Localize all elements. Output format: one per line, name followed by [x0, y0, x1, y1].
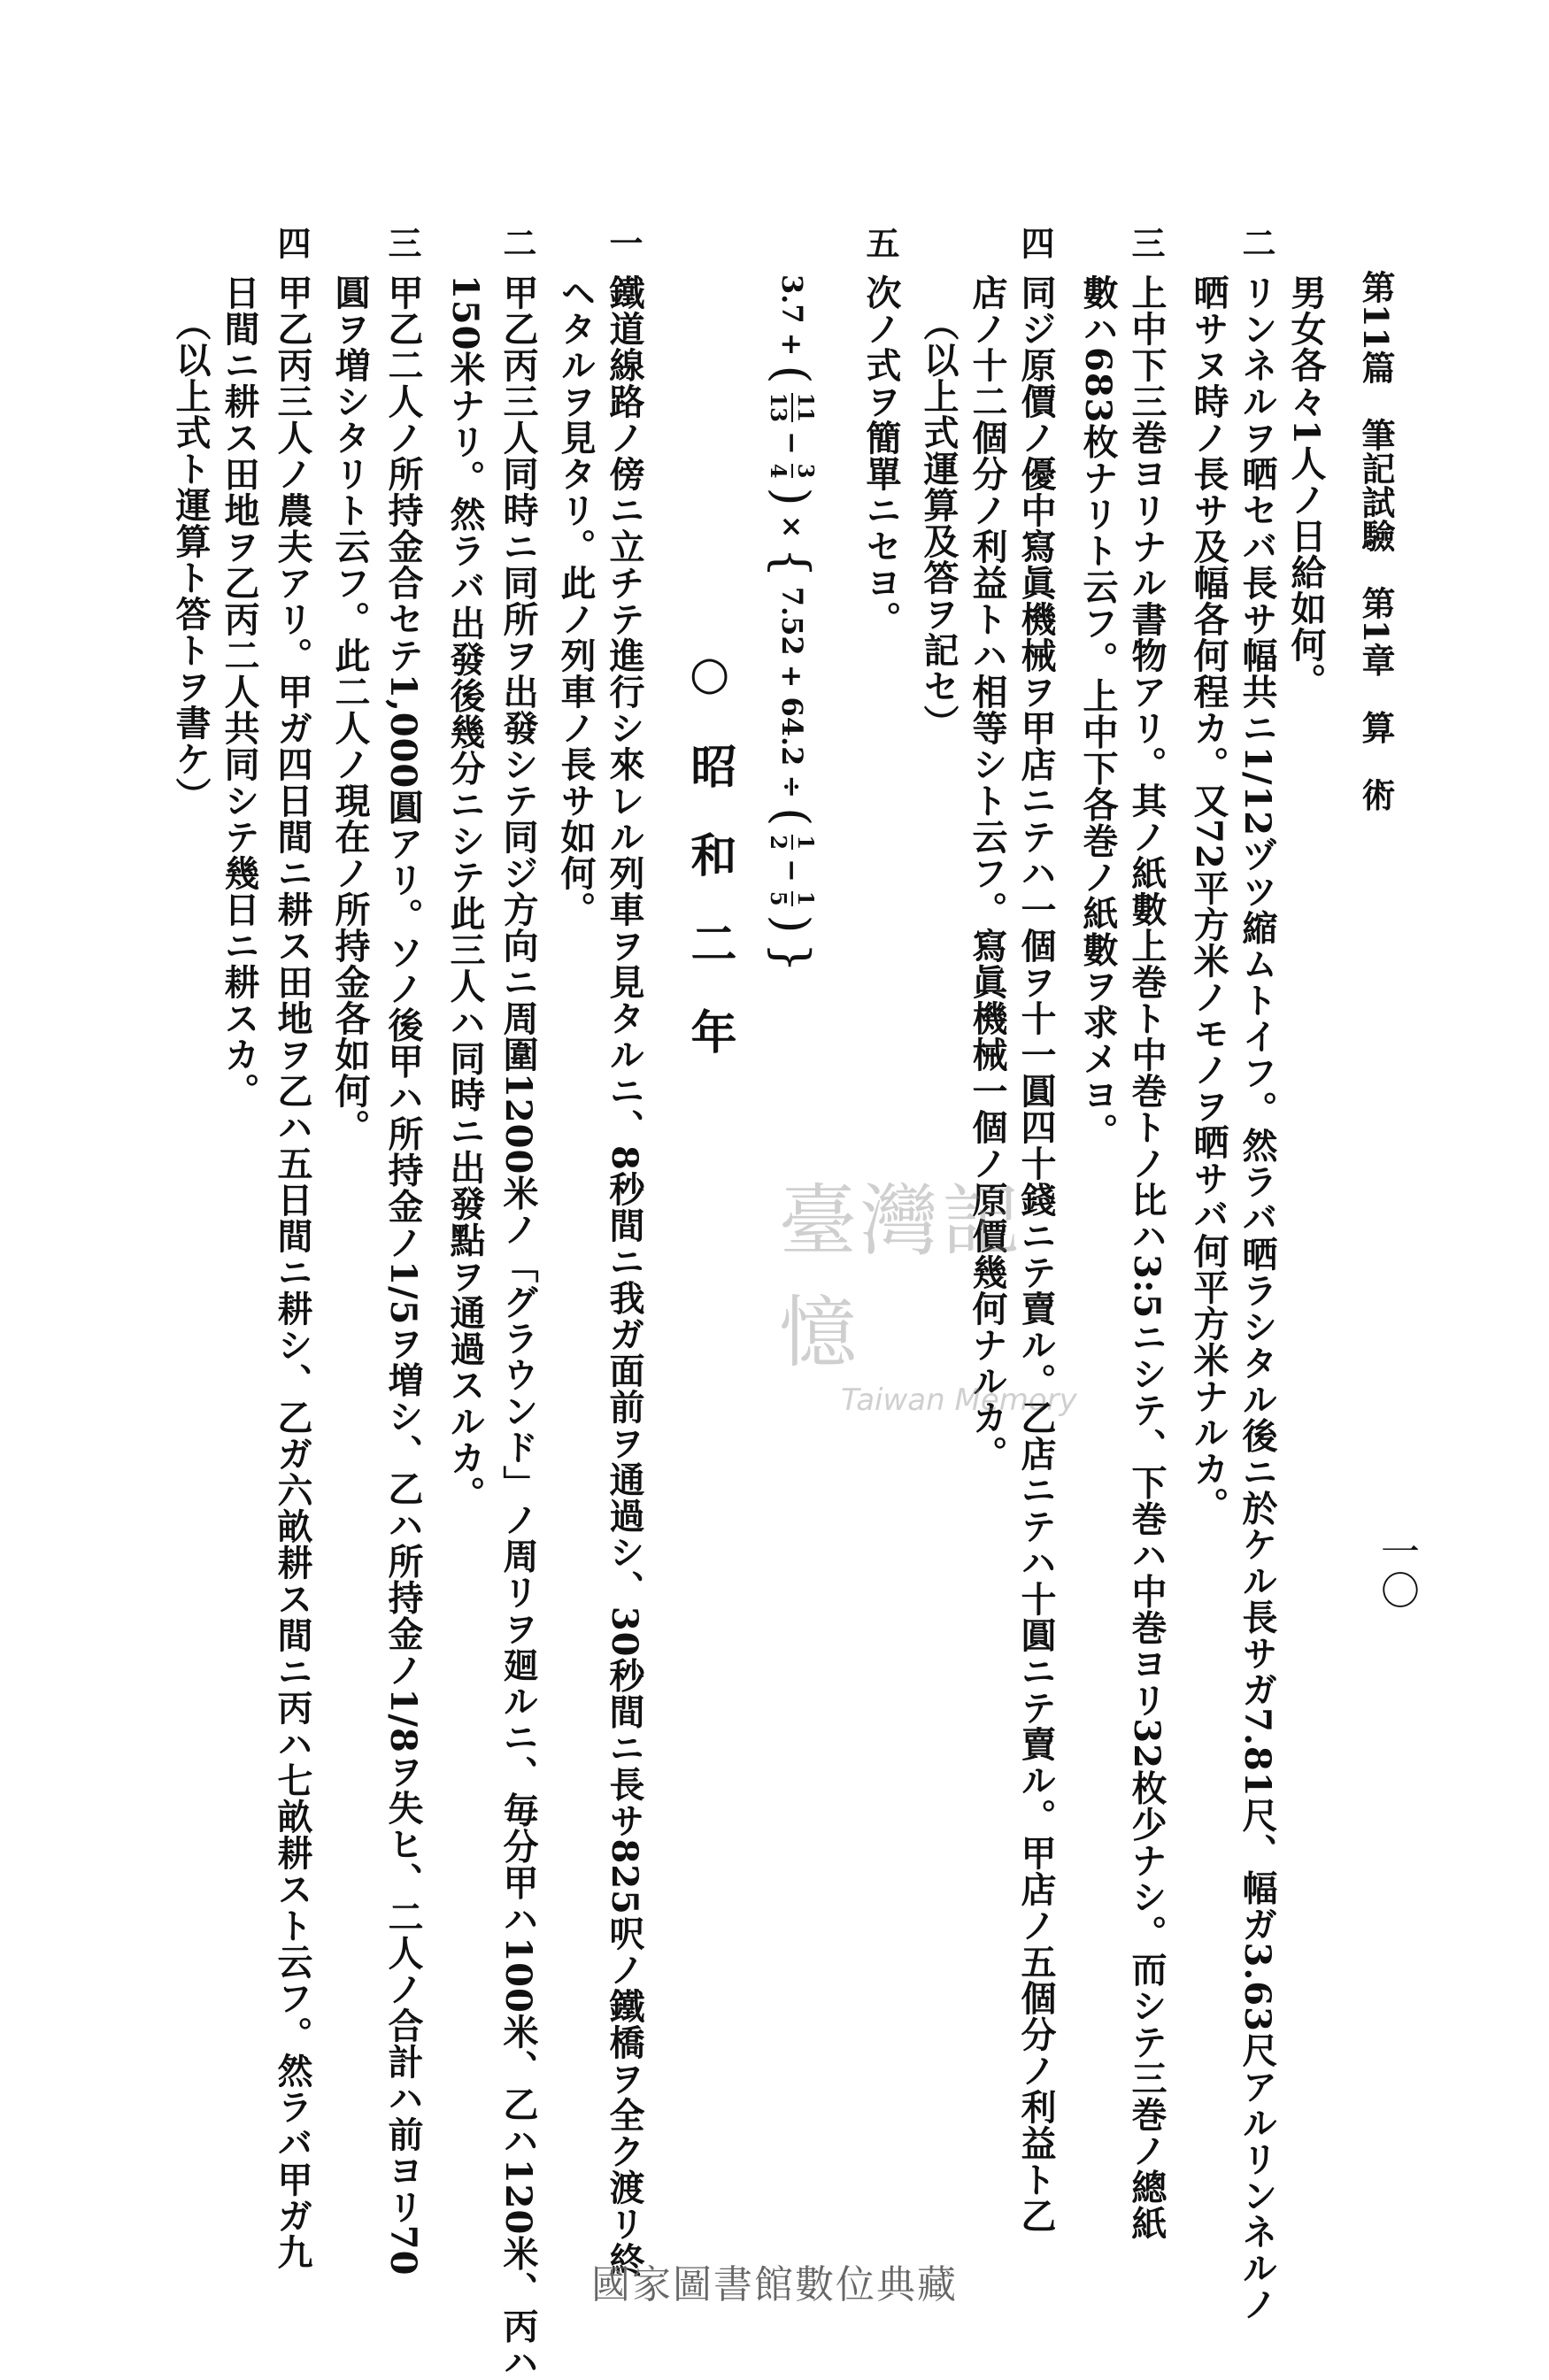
- problem-number: 二: [497, 226, 537, 259]
- problem-line: 日間ニ耕ス田地ヲ乙丙二人共同シテ幾日ニ耕スカ。: [219, 274, 260, 1109]
- problem-note: （以上式運算及答ヲ記セ）: [918, 305, 959, 741]
- problem-number: 五: [860, 226, 900, 259]
- problem-line: 甲乙丙三人ノ農夫アリ。甲ガ四日間ニ耕ス田地ヲ乙ハ五日間ニ耕シ、乙ガ六畝耕ス間ニ丙ハ七畝耕スト云フ。然ラバ甲ガ九: [272, 274, 313, 2270]
- problem-line: 同ジ原價ノ優中寫眞機械ヲ甲店ニテハ一個ヲ十一圓四十錢ニテ賣ル。乙店ニテハ十圓ニテ賣ル。甲店ノ五個分ノ利益ト乙: [1015, 274, 1057, 2234]
- problem-line: 甲乙二人ノ所持金合セテ1,000圓アリ。ソノ後甲ハ所持金ノ1/5ヲ増シ、乙ハ所持金ノ1/8ヲ失ヒ、二人ノ合計ハ前ヨリ70: [382, 274, 424, 2276]
- fraction-3: 1 2: [766, 835, 820, 851]
- term-c: 64.2: [775, 697, 809, 766]
- problem-line: 男女各々1人ノ日給如何。: [1285, 274, 1327, 699]
- problem-line: 鐵道線路ノ傍ニ立チテ進行シ來レル列車ヲ見タルニ、8秒間ニ我ガ面前ヲ通過シ、30秒間ニ長サ825呎ノ鐵橋ヲ全ク渡リ終: [604, 274, 645, 2278]
- math-expression: [761, 274, 823, 1443]
- library-footer: 國家圖書館數位典藏: [591, 2262, 958, 2307]
- divide-sign: ÷: [775, 774, 809, 799]
- problem-line: 上中下三巻ヨリナル書物アリ。其ノ紙數上巻ト中巻トノ比ハ3:5ニシテ、下巻ハ中巻ヨリ32枚少ナシ。而シテ三巻ノ總紙: [1126, 274, 1168, 2242]
- fraction-1: 11 13: [766, 392, 820, 422]
- watermark-logo: 臺灣記憶: [779, 1175, 1024, 1378]
- minus-sign: −: [775, 430, 809, 455]
- problem-note: （以上式ト運算ト答トヲ書ケ）: [170, 305, 212, 813]
- problem-number: 三: [382, 226, 422, 259]
- term-b: 7.52: [775, 586, 809, 656]
- watermark-subtitle: Taiwan Memory: [841, 1383, 1077, 1418]
- section-heading: ○昭和二年: [682, 646, 736, 1097]
- problem-line: 晒サヌ時ノ長サ及幅各何程カ。又72平方米ノモノヲ晒サバ何平方米ナルカ。: [1188, 274, 1229, 1523]
- problem-line: 數ハ683枚ナリト云フ。上中下各巻ノ紙數ヲ求メヨ。: [1077, 274, 1119, 1150]
- problem-line: 甲乙丙三人同時ニ同所ヲ出發シテ同ジ方向ニ周圍1200米ノ「グラウンド」ノ周リヲ廻ルニ、毎分甲ハ100米、乙ハ120米、丙ハ: [497, 274, 539, 2380]
- problem-line: 店ノ十二個分ノ利益トハ相等シト云フ。寫眞機械一個ノ原價幾何ナルカ。: [967, 274, 1008, 1472]
- times-sign: ×: [775, 514, 809, 539]
- fraction-4: 1 5: [766, 890, 820, 906]
- problem-line: 次ノ式ヲ簡單ニセヨ。: [860, 274, 902, 637]
- fraction-2: 3 4: [766, 463, 820, 479]
- problem-number: 一: [604, 226, 643, 259]
- left-paren-icon: (: [764, 807, 821, 827]
- problem-line: ヘタルヲ見タリ。此ノ列車ノ長サ如何。: [555, 274, 597, 928]
- plus-sign: +: [775, 664, 809, 689]
- minus-sign: −: [775, 859, 809, 882]
- left-brace-icon: {: [764, 547, 821, 578]
- page-number: 一〇: [1374, 1531, 1419, 1609]
- problem-number: 四: [272, 226, 312, 259]
- running-title: 第11篇 筆記試驗 第1章 算 術: [1356, 270, 1396, 812]
- problem-line: 圓ヲ増シタリト云フ。此二人ノ現在ノ所持金各如何。: [329, 274, 371, 1145]
- problem-number: 二: [1237, 226, 1276, 259]
- right-brace-icon: }: [764, 942, 821, 973]
- term-a: 3.7: [775, 274, 809, 324]
- plus-sign: +: [775, 332, 809, 357]
- problem-number: 三: [1126, 226, 1166, 259]
- problem-number: 四: [1015, 226, 1055, 259]
- problem-line: 150米ナリ。然ラバ出發後幾分ニシテ此三人ハ同時ニ出發點ヲ通過スルカ。: [444, 274, 486, 1513]
- left-paren-icon: (: [764, 365, 821, 384]
- right-paren-icon: ): [764, 914, 821, 934]
- problem-line: リンネルヲ晒セバ長サ幅共ニ1/12ヅツ縮ムトイフ。然ラバ晒ラシタル後ニ於ケル長サガ7.81尺、幅ガ3.63尺アルリンネルノ: [1237, 274, 1278, 2322]
- right-paren-icon: ): [764, 487, 821, 506]
